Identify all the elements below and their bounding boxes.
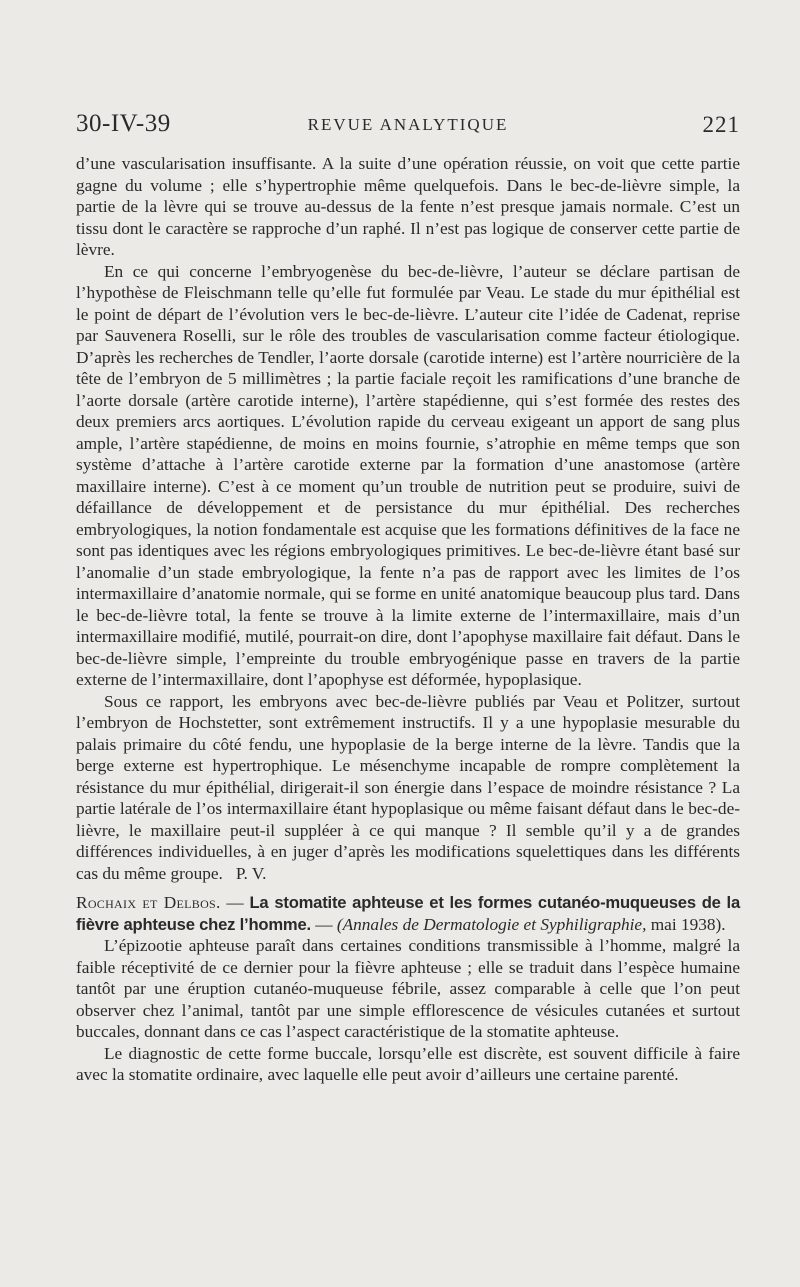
article1-paragraph-3 (76, 691, 740, 885)
article2-authors: Rochaix et Delbos. (76, 893, 221, 912)
article1-paragraph-1: d’une vascularisation insuffisante. A la suite d’une opération réussie, on voit que cette partie gagne du volume ; elle s’hypertrophie même quelquefois. Dans le bec-de-lièvre simple, la partie de la lèvre qui se trouve au-dessus de la fente n’est presque jamais normale. C’est un tissu dont le caractère se rapproche d’un raphé. Il n’est pas logique de conserver cette partie de lèvre. (76, 154, 740, 259)
article1-paragraph-3-text: Sous ce rapport, les embryons avec bec-de-lièvre publiés par Veau et Politzer, surtout l’embryon de Hochstetter, sont extrêmement instructifs. Il y a une hypoplasie mesurable du palais primaire du côté fendu, une hypoplasie de la berge interne de la lèvre. Tandis que la berge externe est hypertrophique. Le mésenchyme incapable de rompre complètement la résistance du mur épithélial, dirigerait-il son énergie dans l’espace de moindre résistance ? La partie latérale de l’os intermaxillaire étant hypoplasique ou même faisant défaut dans le bec-de-lièvre, le maxillaire peut-il suppléer à ce qui manque ? Il semble qu’il y a de grandes différences individuelles, à en juger d’après les modifications squelettiques dans les différents cas du même groupe. (76, 691, 740, 883)
article2-paragraph-1: L’épizootie aphteuse paraît dans certaines conditions transmissible à l’homme, malgré la faible réceptivité de ce dernier pour la fièvre aphteuse ; elle se traduit dans l’espèce humaine tantôt par une éruption cutanéo-muqueuse fébrile, assez comparable à celle que l’on peut observer chez l’animal, tantôt par une simple efflorescence de vésicules cutanées et surtout buccales, donnant dans ce cas l’aspect caractéristique de la stomatite aphteuse. (76, 936, 740, 1041)
article2-paragraph-2: Le diagnostic de cette forme buccale, lorsqu’elle est discrète, est souvent difficile à faire avec la stomatite ordinaire, avec laquelle elle peut avoir d’ailleurs une certaine parenté. (76, 1043, 740, 1084)
article1-paragraph-2: En ce qui concerne l’embryogenèse du bec-de-lièvre, l’auteur se déclare partisan de l’hypothèse de Fleischmann telle qu’elle fut formulée par Veau. Le stade du mur épithélial est le point de départ de l’évolution vers le bec-de-lièvre. L’auteur cite l’idée de Cadenat, reprise par Sauvenera Roselli, sur le rôle des troubles de vascularisation comme facteur étiologique. D’après les recherches de Tendler, l’aorte dorsale (carotide interne) est l’artère nourricière de la tête de l’embryon de 5 millimètres ; la partie faciale reçoit les ramifications d’une branche de l’aorte dorsale (artère carotide interne), l’artère stapédienne, qui s’est formée des restes des deux premiers arcs aortiques. L’évolution rapide du cerveau exigeant un apport de sang plus ample, l’artère stapédienne, de moins en moins fournie, s’atrophie en même temps que son système d’attache à l’artère carotide externe par la formation d’une anastomose (artère maxillaire interne). C’est à ce moment qu’un trouble de nutrition peut se produire, suivi de défaillance de développement et de persistance du mur épithélial. Des recherches embryologiques, la notion fondamentale est acquise que les formations définitives de la face ne sont pas identiques avec les régions embryologiques primitives. Le bec-de-lièvre étant basé sur l’anomalie d’un stade embryologique, la fente n’a pas de rapport avec les limites de l’os intermaxillaire d’anatomie normale, qui se forme en unité anatomique beaucoup plus tard. Dans le bec-de-lièvre total, la fente se trouve à la limite externe de l’intermaxillaire, mais d’un intermaxillaire modifié, mutilé, pourrait-on dire, dont l’apophyse maxillaire fait défaut. Dans le bec-de-lièvre simple, l’empreinte du trouble embryogénique passe en travers de la partie externe de l’intermaxillaire, dont l’apophyse est déformée, hypoplasique. (76, 261, 740, 689)
article2-heading (76, 892, 740, 935)
article2-dash2: — (315, 914, 333, 934)
header-title: REVUE ANALYTIQUE (307, 115, 509, 134)
header-date: 30-IV-39 (76, 110, 171, 137)
article2-date: mai 1938). (650, 914, 726, 934)
article2-title: La stomatite aphteuse et les formes cutanéo-muqueuses de la fièvre aphteuse chez l’homme. (76, 893, 740, 934)
body-text (76, 153, 740, 1086)
signature: P. V. (235, 863, 267, 883)
page-number: 221 (702, 112, 740, 137)
article2-dash: — (226, 893, 244, 912)
article2-journal: (Annales de Dermatologie et Syphiligraphie, (336, 914, 647, 934)
running-header (76, 110, 740, 140)
